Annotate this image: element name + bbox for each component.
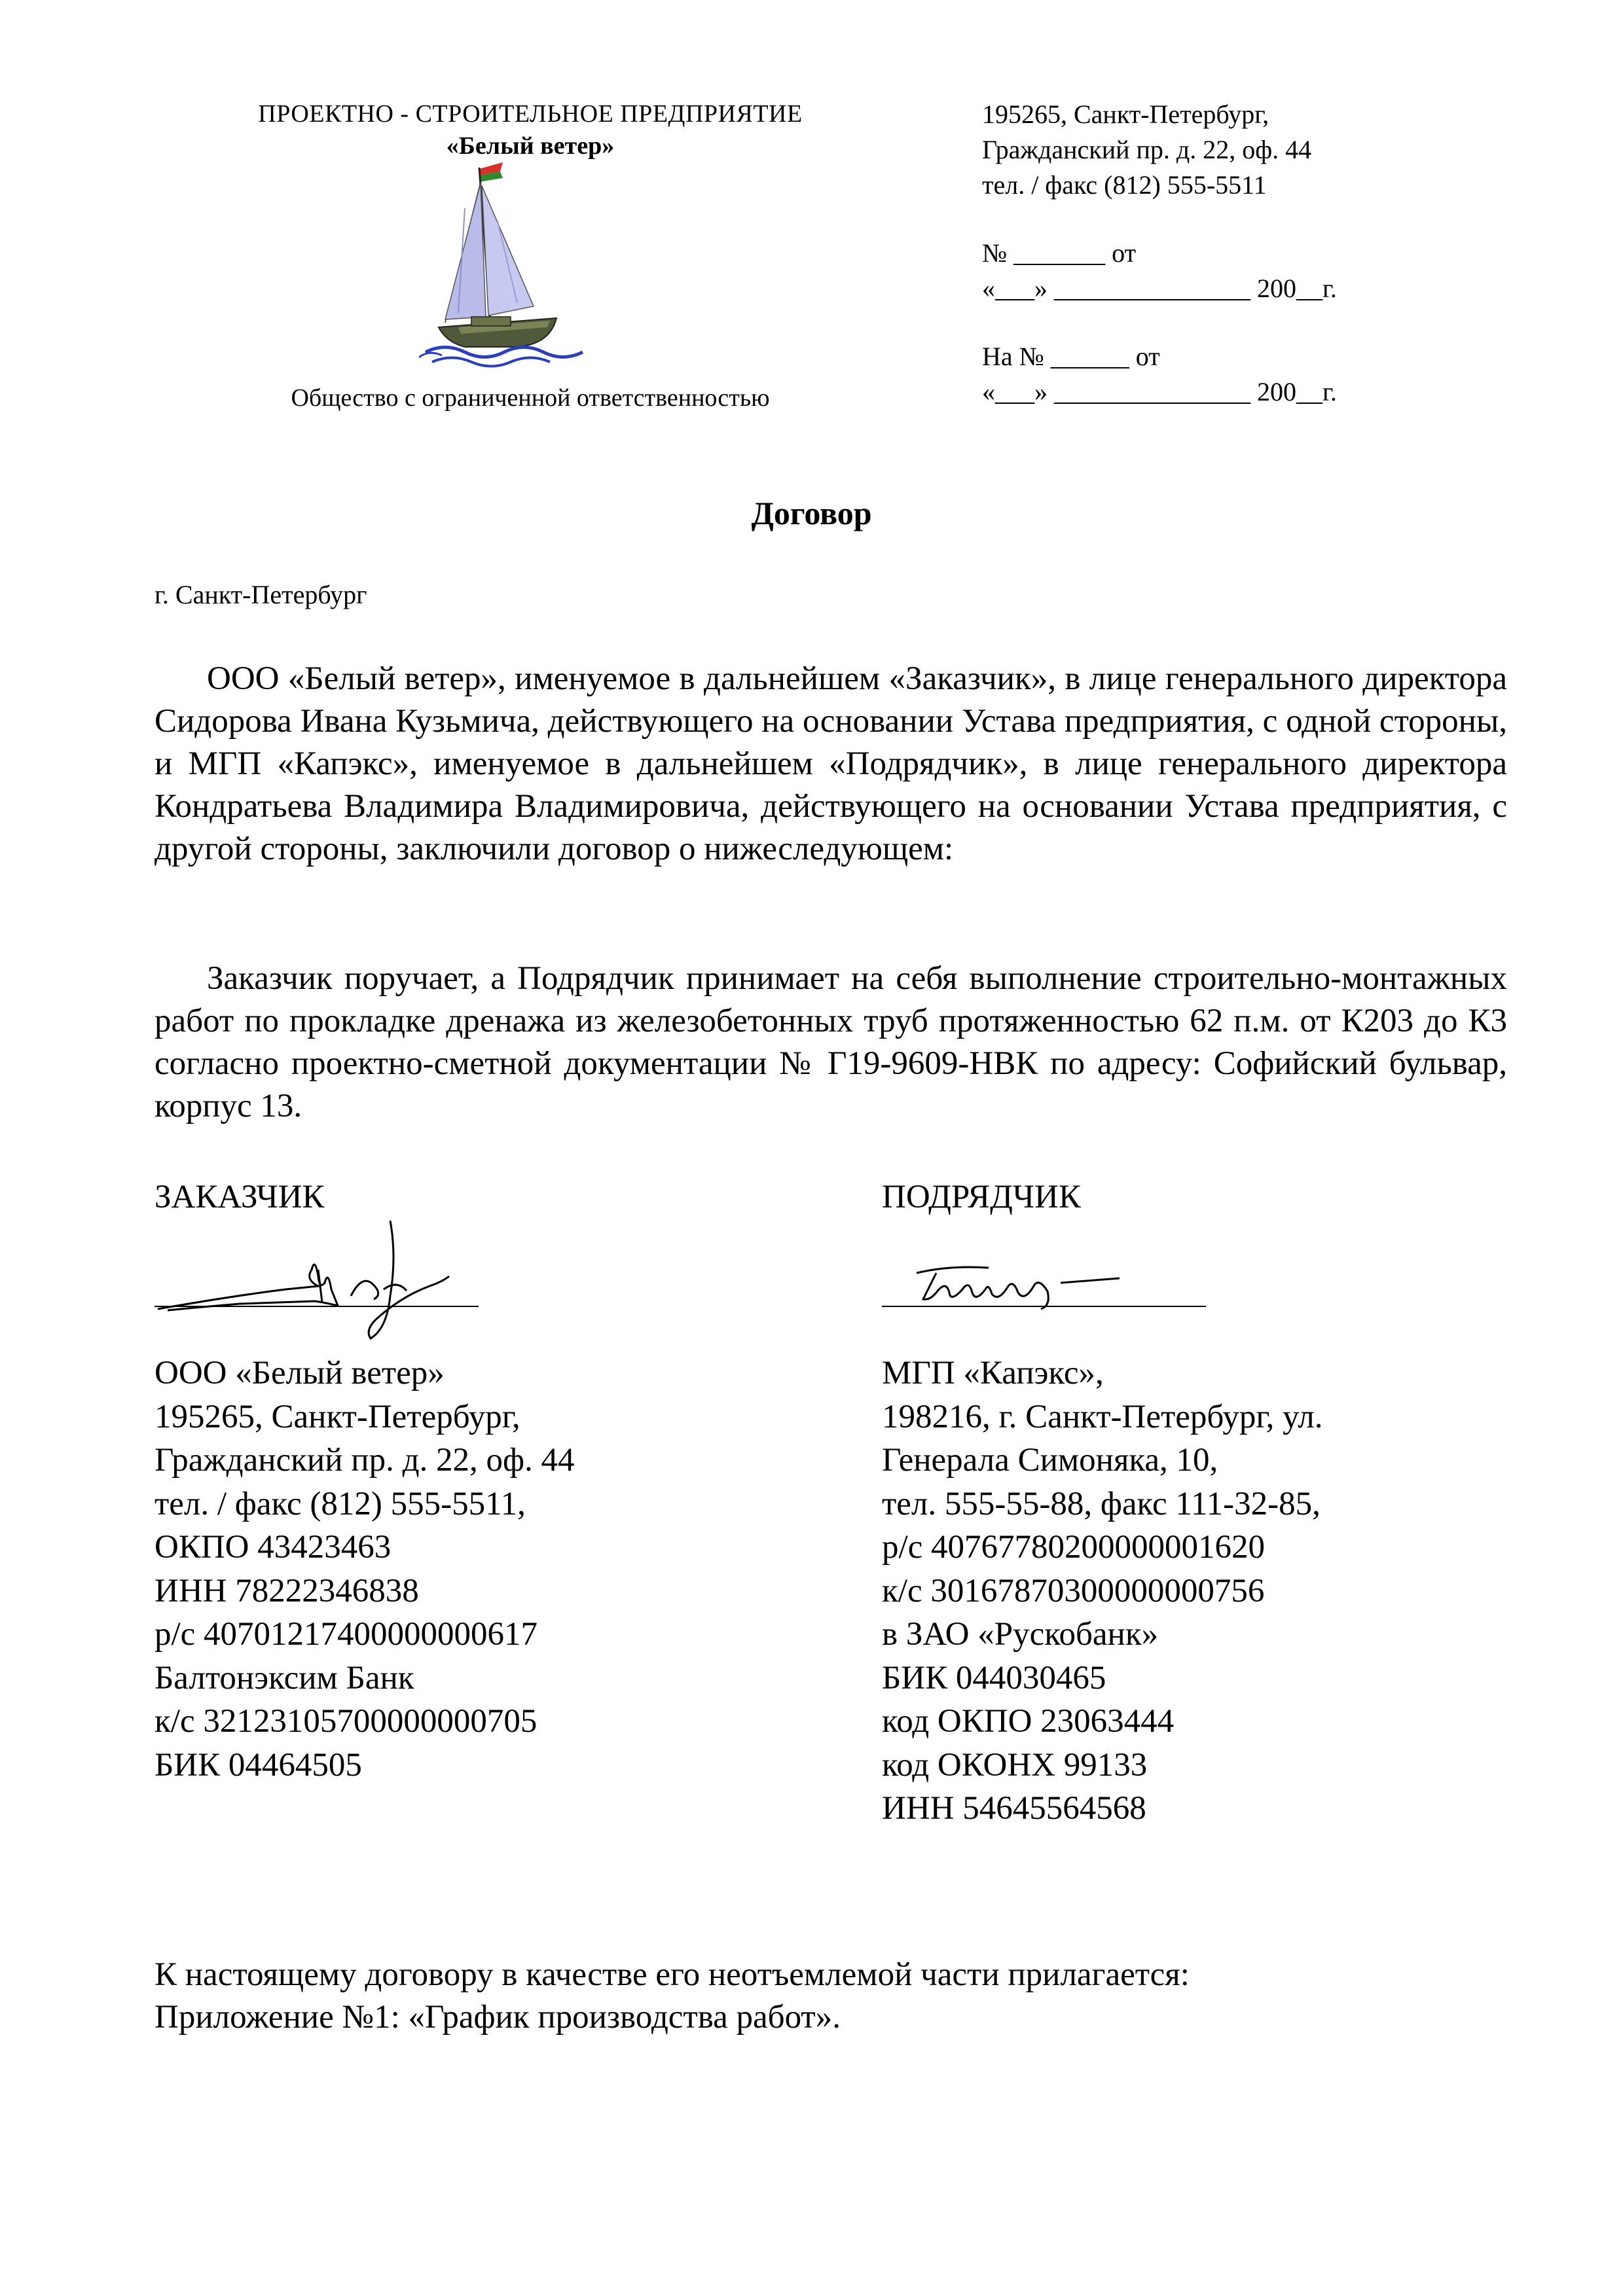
customer-detail-line: ИНН 78222346838 xyxy=(155,1572,419,1609)
parties-paragraph: ООО «Белый ветер», именуемое в дальнейшем «Заказчик», в лице генерального директора Сидорова Ивана Кузьмича, действующего на основании Устава предприятия, с одной стороны, и МГП «Капэкс», именуемое в дальнейшем «Подрядчик», в лице генерального директора Кондратьева Владимира Владимировича, действующего на основании Устава предприятия, с другой стороны, заключили договор о нижеследующем: xyxy=(155,660,1507,867)
customer-details xyxy=(155,1352,862,1787)
sailboat-logo xyxy=(419,156,642,378)
contractor-detail-line: код ОКПО 23063444 xyxy=(882,1703,1175,1740)
ref-number: № _______ от xyxy=(982,238,1137,268)
document-title: Договор xyxy=(751,495,872,531)
contractor-details xyxy=(882,1352,1537,1831)
reply-number: На № ______ от xyxy=(982,342,1160,371)
customer-detail-line: тел. / факс (812) 555-5511, xyxy=(155,1485,526,1522)
contractor-detail-line: к/с 30167870300000000756 xyxy=(882,1572,1265,1609)
contractor-detail-line: 198216, г. Санкт-Петербург, ул. xyxy=(882,1398,1323,1435)
attachment-intro: К настоящему договору в качестве его неотъемлемой части прилагается: xyxy=(155,1956,1190,1993)
company-type: ПРОЕКТНО - СТРОИТЕЛЬНОЕ ПРЕДПРИЯТИЕ xyxy=(258,100,803,128)
customer-detail-line: ОКПО 43423463 xyxy=(155,1529,392,1566)
contractor-heading: ПОДРЯДЧИК xyxy=(882,1179,1081,1215)
reply-date: «___» _______________ 200__г. xyxy=(982,377,1337,406)
customer-detail-line: 195265, Санкт-Петербург, xyxy=(155,1398,520,1435)
customer-detail-line: Гражданский пр. д. 22, оф. 44 xyxy=(155,1442,575,1479)
sender-address-block xyxy=(982,97,1571,410)
company-name: «Белый ветер» xyxy=(446,132,615,160)
attachment-note xyxy=(155,1954,1190,2039)
address-line-1: 195265, Санкт-Петербург, xyxy=(982,99,1269,129)
customer-detail-line: БИК 04464505 xyxy=(155,1746,362,1784)
address-line-2: Гражданский пр. д. 22, оф. 44 xyxy=(982,135,1312,164)
document-city: г. Санкт-Петербург xyxy=(155,580,367,609)
contractor-detail-line: Генерала Симоняка, 10, xyxy=(882,1442,1218,1479)
contractor-detail-line: код ОКОНХ 99133 xyxy=(882,1746,1148,1784)
contractor-detail-line: ИНН 54645564568 xyxy=(882,1790,1146,1827)
contractor-detail-line: в ЗАО «Рускобанк» xyxy=(882,1616,1159,1653)
attachment-item: Приложение №1: «График производства работ». xyxy=(155,1999,841,2036)
customer-detail-line: к/с 32123105700000000705 xyxy=(155,1703,538,1740)
contractor-detail-line: тел. 555-55-88, факс 111-32-85, xyxy=(882,1485,1321,1522)
customer-detail-line: ООО «Белый ветер» xyxy=(155,1355,445,1391)
contractor-detail-line: МГП «Капэкс», xyxy=(882,1355,1104,1391)
contractor-signature xyxy=(910,1253,1185,1312)
legal-form: Общество с ограниченной ответственностью xyxy=(291,384,770,412)
customer-signature xyxy=(155,1217,521,1348)
ref-date: «___» _______________ 200__г. xyxy=(982,274,1337,303)
phone: тел. / факс (812) 555-5511 xyxy=(982,170,1267,200)
subject-paragraph: Заказчик поручает, а Подрядчик принимает на себя выполнение строительно-монтажных работ по прокладке дренажа из железобетонных труб протяженностью 62 п.м. от К203 до К3 согласно проектно-сметной документации № Г19-9609-НВК по адресу: Софийский бульвар, корпус 13. xyxy=(155,960,1507,1124)
customer-heading: ЗАКАЗЧИК xyxy=(155,1179,325,1215)
contractor-detail-line: БИК 044030465 xyxy=(882,1659,1106,1696)
customer-detail-line: р/с 40701217400000000617 xyxy=(155,1616,538,1653)
contractor-detail-line: р/с 40767780200000001620 xyxy=(882,1529,1266,1566)
customer-detail-line: Балтонэксим Банк xyxy=(155,1659,414,1696)
